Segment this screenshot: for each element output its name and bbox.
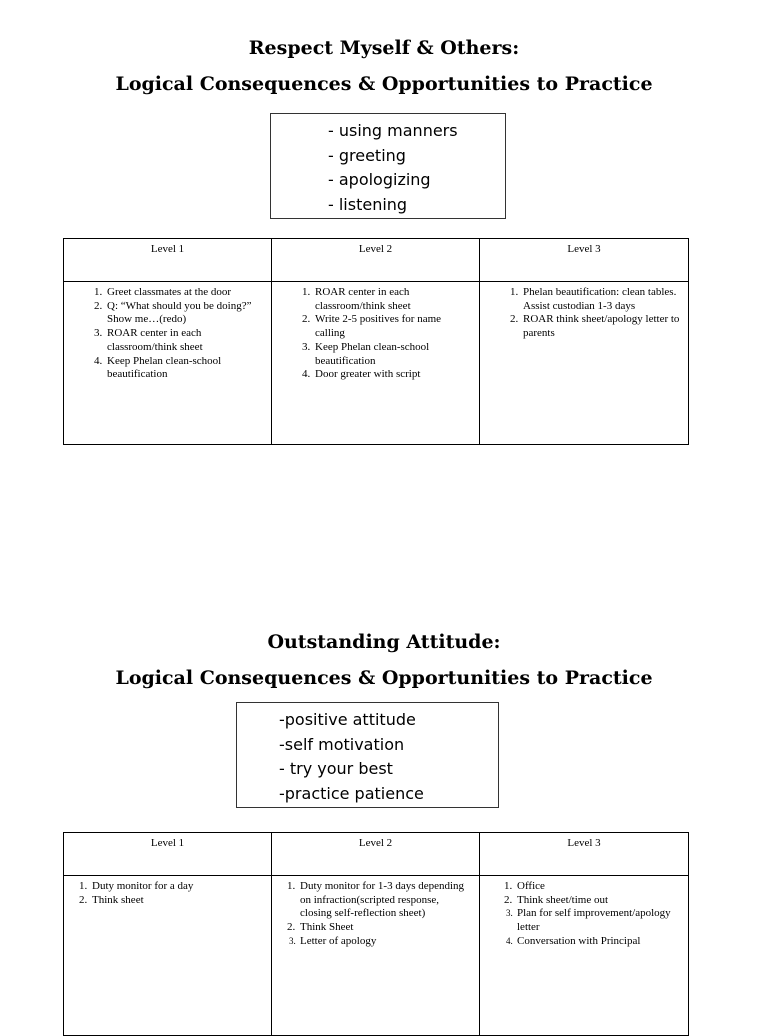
list-item: 4. Conversation with Principal bbox=[515, 935, 682, 949]
section2-title bbox=[0, 624, 768, 696]
table-row bbox=[64, 876, 689, 1036]
focus-item: - try your best bbox=[279, 759, 393, 778]
list-item: 1. Duty monitor for 1-3 days depending on infraction(scripted response, closing self-reflection sheet) bbox=[298, 880, 473, 921]
list-item: 2. Think Sheet bbox=[298, 921, 473, 935]
level-1-cell bbox=[64, 876, 272, 1036]
level-2-cell bbox=[272, 282, 480, 445]
level-1-header: Level 1 bbox=[64, 239, 272, 282]
list-item: 3. Letter of apology bbox=[298, 935, 473, 949]
list-item: 2. Think sheet bbox=[90, 894, 265, 908]
list-item: 3. ROAR center in each classroom/think sheet bbox=[105, 327, 265, 354]
level-3-cell bbox=[480, 876, 689, 1036]
consequence-list bbox=[486, 286, 682, 341]
focus-item: - apologizing bbox=[328, 170, 431, 189]
list-item: 4. Keep Phelan clean-school beautification bbox=[105, 355, 265, 382]
list-item: 2. Write 2-5 positives for name calling bbox=[313, 313, 473, 340]
focus-item: - listening bbox=[328, 194, 408, 214]
focus-item: - greeting bbox=[328, 145, 406, 165]
level-3-header: Level 3 bbox=[480, 239, 689, 282]
section1-title-line2: Logical Consequences & Opportunities to Practice bbox=[115, 73, 653, 95]
section2-levels-table bbox=[63, 832, 689, 1036]
level-3-cell bbox=[480, 282, 689, 445]
list-item: 1. Office bbox=[515, 880, 682, 894]
section1-focus-box bbox=[270, 113, 506, 219]
list-item: 1. Phelan beautification: clean tables. Assist custodian 1-3 days bbox=[521, 286, 682, 313]
list-item: 3. Keep Phelan clean-school beautification bbox=[313, 341, 473, 368]
list-item: 3. Plan for self improvement/apology letter bbox=[515, 907, 682, 934]
consequence-list bbox=[70, 286, 265, 382]
level-2-cell bbox=[272, 876, 480, 1036]
consequence-list bbox=[278, 286, 473, 382]
consequence-list bbox=[278, 880, 473, 949]
list-item: 1. Duty monitor for a day bbox=[90, 880, 265, 894]
level-3-header: Level 3 bbox=[480, 833, 689, 876]
list-item: 1. Greet classmates at the door bbox=[105, 286, 265, 300]
consequence-list bbox=[70, 880, 265, 907]
focus-item: -practice patience bbox=[279, 783, 424, 803]
section2-title-line1: Outstanding Attitude: bbox=[267, 631, 501, 653]
level-1-cell bbox=[64, 282, 272, 445]
list-item: 4. Door greater with script bbox=[313, 368, 473, 382]
level-2-header: Level 2 bbox=[272, 833, 480, 876]
focus-item: - using manners bbox=[328, 121, 458, 140]
section2-title-line2: Logical Consequences & Opportunities to Practice bbox=[115, 667, 653, 689]
list-item: 2. Think sheet/time out bbox=[515, 894, 682, 908]
table-header-row bbox=[64, 239, 689, 282]
section2-focus-box bbox=[236, 702, 499, 808]
table-header-row bbox=[64, 833, 689, 876]
list-item: 2. Q: “What should you be doing?” Show me…(redo) bbox=[105, 300, 265, 327]
table-row bbox=[64, 282, 689, 445]
focus-item: -positive attitude bbox=[279, 710, 416, 729]
level-1-header: Level 1 bbox=[64, 833, 272, 876]
list-item: 1. ROAR center in each classroom/think sheet bbox=[313, 286, 473, 313]
list-item: 2. ROAR think sheet/apology letter to parents bbox=[521, 313, 682, 340]
section1-title-line1: Respect Myself & Others: bbox=[248, 37, 520, 59]
consequence-list bbox=[486, 880, 682, 949]
section1-levels-table bbox=[63, 238, 689, 445]
section1-title bbox=[0, 30, 768, 102]
focus-item: -self motivation bbox=[279, 734, 405, 754]
level-2-header: Level 2 bbox=[272, 239, 480, 282]
